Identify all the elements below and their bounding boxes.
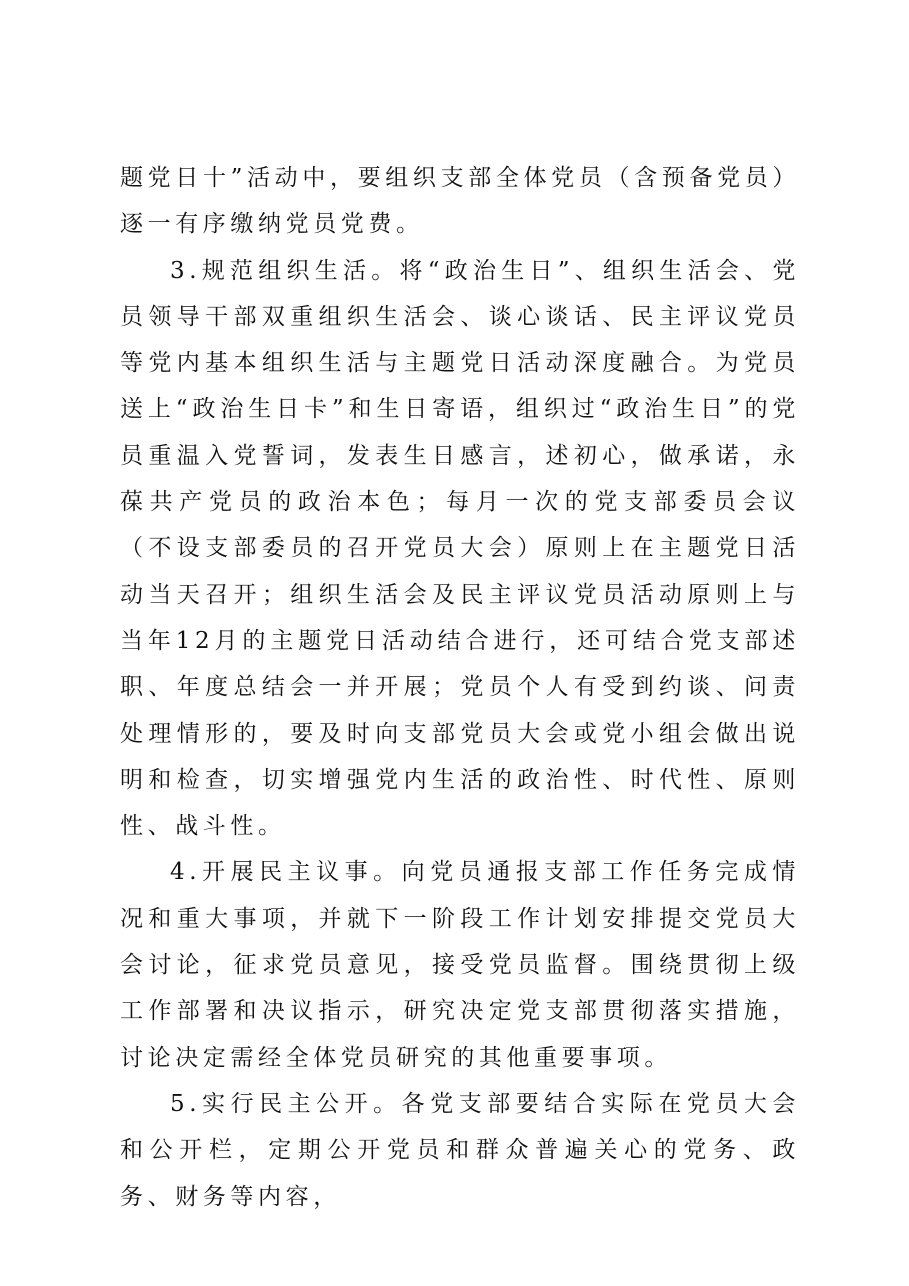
paragraph-item-4: 4.开展民主议事。向党员通报支部工作任务完成情况和重大事项，并就下一阶段工作计划安排提交党员大会讨论，征求党员意见，接受党员监督。围绕贯彻上级工作部署和决议指示，研究决定党支部贯彻落实措施，讨论决定需经全体党员研究的其他重要事项。: [120, 859, 800, 1071]
paragraph-continuation: 题党日十”活动中，要组织支部全体党员（含预备党员）逐一有序缴纳党员党费。: [120, 165, 800, 238]
paragraph-item-5: 5.实行民主公开。各党支部要结合实际在党员大会和公开栏，定期公开党员和群众普遍关心的党务、政务、财务等内容，: [120, 1090, 800, 1210]
document-body: [120, 155, 800, 1220]
paragraph-item-3: 3.规范组织生活。将“政治生日”、组织生活会、党员领导干部双重组织生活会、谈心谈话、民主评议党员等党内基本组织生活与主题党日活动深度融合。为党员送上“政治生日卡”和生日寄语，组织过“政治生日”的党员重温入党誓词，发表生日感言，述初心，做承诺，永葆共产党员的政治本色；每月一次的党支部委员会议（不设支部委员的召开党员大会）原则上在主题党日活动当天召开；组织生活会及民主评议党员活动原则上与当年12月的主题党日活动结合进行，还可结合党支部述职、年度总结会一并开展；党员个人有受到约谈、问责处理情形的，要及时向支部党员大会或党小组会做出说明和检查，切实增强党内生活的政治性、时代性、原则性、战斗性。: [120, 257, 800, 840]
